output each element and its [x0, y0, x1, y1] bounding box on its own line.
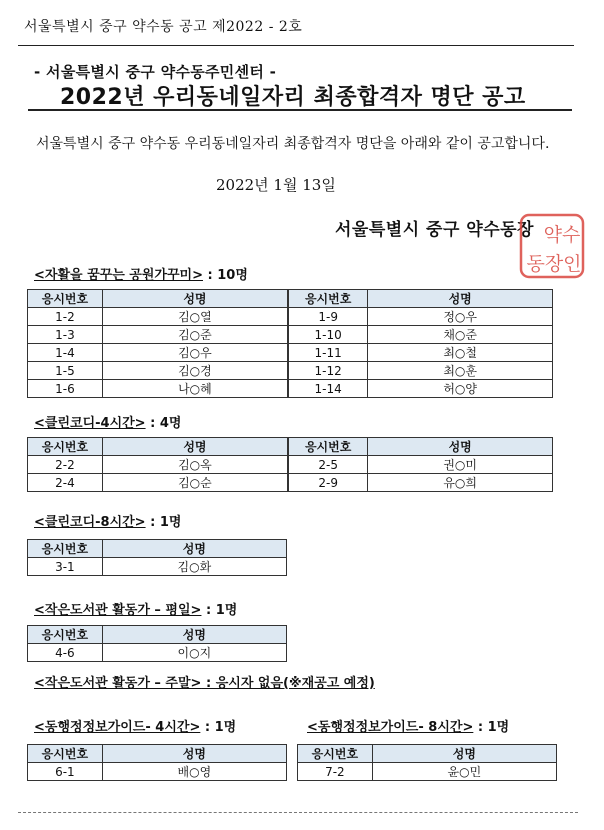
applicant-name: 배○영: [102, 763, 286, 781]
column-header-name: 성명: [102, 290, 288, 308]
table-row: [28, 326, 553, 344]
applicant-name: 이○지: [102, 644, 286, 662]
applicant-number: 7-2: [298, 763, 373, 781]
column-header-number: 응시번호: [288, 438, 368, 456]
footer-divider: [18, 812, 578, 813]
column-header-number: 응시번호: [288, 290, 368, 308]
column-header-name: 성명: [102, 626, 286, 644]
section-name: <동행정정보가이드- 8시간>: [307, 720, 474, 735]
applicant-name: 김○옥: [102, 456, 288, 474]
column-header-name: 성명: [102, 745, 286, 763]
applicant-name: 허○양: [368, 380, 553, 398]
applicant-name: 김○순: [102, 474, 288, 492]
applicant-number: 1-14: [288, 380, 368, 398]
section-name: <자활을 꿈꾸는 공원가꾸미>: [34, 268, 203, 283]
applicant-number: 1-5: [28, 362, 103, 380]
table-row: [28, 362, 553, 380]
column-header-name: 성명: [372, 745, 556, 763]
applicant-name: 윤○민: [372, 763, 556, 781]
section-title-library-weekend: [34, 672, 375, 691]
section-name: <클린코디-4시간>: [34, 416, 146, 431]
applicant-number: 1-10: [288, 326, 368, 344]
section-count: : 10명: [202, 268, 248, 283]
roster-table-cleancody-8h: [27, 539, 287, 576]
section-count: : 4명: [145, 416, 182, 431]
applicant-name: 채○준: [368, 326, 553, 344]
header-divider: [18, 45, 574, 46]
column-header-name: 성명: [102, 540, 286, 558]
section-name: <작은도서관 활동가 – 주말>: [34, 676, 202, 691]
table-row: [28, 380, 553, 398]
column-header-name: 성명: [368, 438, 553, 456]
issuer-name: 서울특별시 중구 약수동장: [335, 220, 534, 240]
section-name: <작은도서관 활동가 – 평일>: [34, 603, 202, 618]
announcement-date: 2022년 1월 13일: [216, 176, 336, 194]
applicant-name: 권○미: [368, 456, 553, 474]
applicant-number: 1-11: [288, 344, 368, 362]
section-title-guide-4h: [34, 716, 236, 735]
intro-text: 서울특별시 중구 약수동 우리동네일자리 최종합격자 명단을 아래와 같이 공고합니다.: [36, 136, 550, 152]
applicant-number: 6-1: [28, 763, 103, 781]
section-count: : 1명: [145, 515, 182, 530]
applicant-name: 김○열: [102, 308, 288, 326]
table-row: [298, 763, 557, 781]
table-row: [28, 474, 553, 492]
table-row: [28, 344, 553, 362]
table-row: [28, 763, 287, 781]
applicant-number: 1-6: [28, 380, 103, 398]
applicant-number: 2-9: [288, 474, 368, 492]
applicant-number: 2-4: [28, 474, 103, 492]
applicant-name: 김○준: [102, 326, 288, 344]
section-title-cleancody-8h: [34, 511, 181, 530]
table-row: [28, 558, 287, 576]
table-row: [28, 308, 553, 326]
roster-table-park: [27, 289, 553, 398]
column-header-name: 성명: [368, 290, 553, 308]
page-title: 2022년 우리동네일자리 최종합격자 명단 공고: [60, 85, 526, 110]
applicant-number: 1-2: [28, 308, 103, 326]
column-header-name: 성명: [102, 438, 288, 456]
section-title-cleancody-4h: [34, 412, 181, 431]
table-row: [28, 456, 553, 474]
applicant-number: 1-3: [28, 326, 103, 344]
title-underline: [28, 109, 572, 111]
seal-line2: 동장인: [526, 253, 582, 275]
section-count: : 응시자 없음(※재공고 예정): [201, 676, 375, 691]
subtitle: - 서울특별시 중구 약수동주민센터 -: [34, 63, 277, 81]
applicant-name: 김○화: [102, 558, 286, 576]
document-number: 서울특별시 중구 약수동 공고 제2022 - 2호: [24, 19, 303, 35]
roster-table-library-weekday: [27, 625, 287, 662]
section-name: <클린코디-8시간>: [34, 515, 146, 530]
seal-line1: 약수: [543, 224, 581, 246]
applicant-name: 정○우: [368, 308, 553, 326]
section-count: : 1명: [200, 720, 237, 735]
section-name: <동행정정보가이드- 4시간>: [34, 720, 201, 735]
table-row: [28, 644, 287, 662]
section-count: : 1명: [473, 720, 510, 735]
roster-table-guide-8h: [297, 744, 557, 781]
applicant-number: 2-2: [28, 456, 103, 474]
official-seal-stamp: [518, 212, 586, 280]
applicant-name: 김○경: [102, 362, 288, 380]
applicant-number: 4-6: [28, 644, 103, 662]
applicant-name: 나○혜: [102, 380, 288, 398]
column-header-number: 응시번호: [28, 540, 103, 558]
applicant-number: 1-9: [288, 308, 368, 326]
column-header-number: 응시번호: [28, 438, 103, 456]
roster-table-cleancody-4h: [27, 437, 553, 492]
applicant-number: 2-5: [288, 456, 368, 474]
applicant-number: 3-1: [28, 558, 103, 576]
section-title-guide-8h: [307, 716, 509, 735]
section-title-park: [34, 264, 248, 283]
column-header-number: 응시번호: [298, 745, 373, 763]
roster-table-guide-4h: [27, 744, 287, 781]
applicant-number: 1-4: [28, 344, 103, 362]
applicant-number: 1-12: [288, 362, 368, 380]
column-header-number: 응시번호: [28, 745, 103, 763]
applicant-name: 유○희: [368, 474, 553, 492]
column-header-number: 응시번호: [28, 626, 103, 644]
applicant-name: 김○우: [102, 344, 288, 362]
column-header-number: 응시번호: [28, 290, 103, 308]
section-title-library-weekday: [34, 599, 237, 618]
applicant-name: 최○철: [368, 344, 553, 362]
applicant-name: 최○훈: [368, 362, 553, 380]
section-count: : 1명: [201, 603, 238, 618]
